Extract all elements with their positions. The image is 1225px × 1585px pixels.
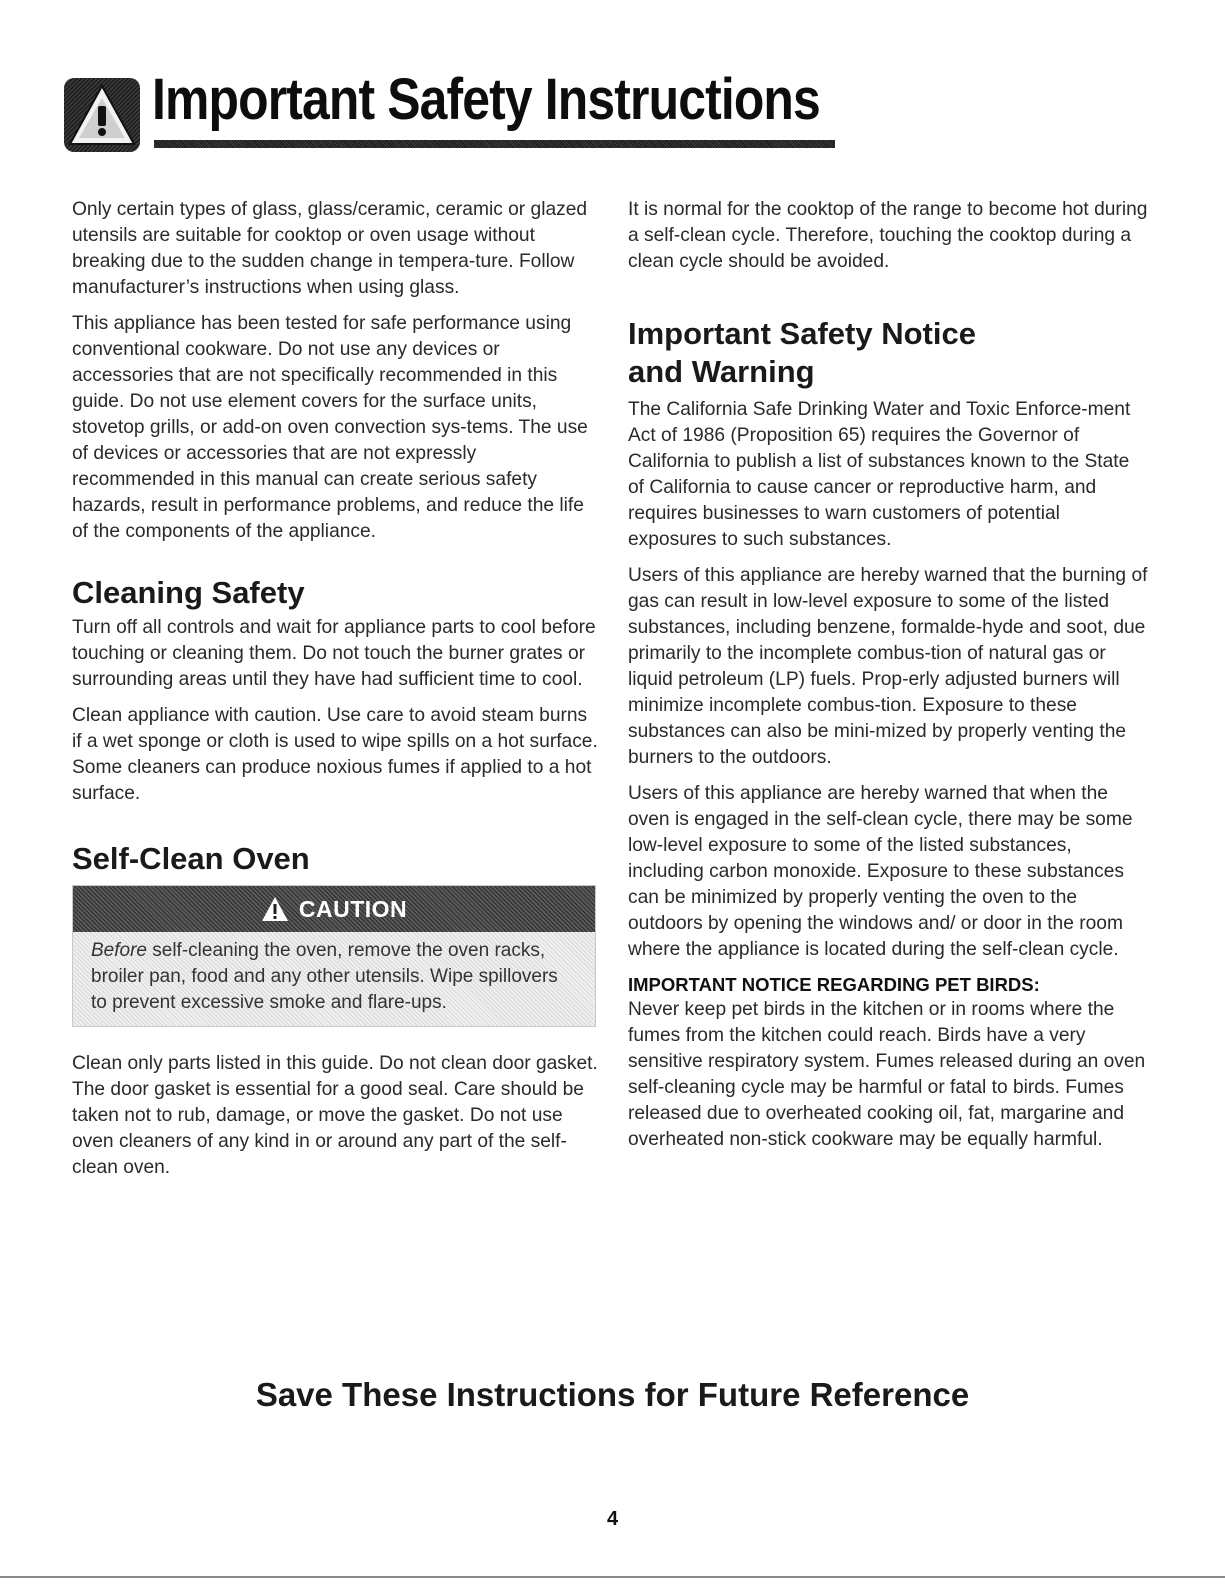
heading-safety-notice — [628, 315, 1148, 391]
warning-icon — [62, 76, 142, 154]
paragraph-cooktop-hot: It is normal for the cooktop of the range to become hot during a self-clean cycle. Therefore, touching the cooktop during a clean cycle should be avoided. — [628, 199, 1148, 272]
page-title: Important Safety Instructions — [152, 67, 820, 132]
heading-self-clean-oven: Self-Clean Oven — [72, 841, 310, 876]
right-column — [628, 197, 1148, 1163]
caution-box — [72, 885, 596, 1027]
left-column — [72, 197, 602, 1191]
caution-header — [73, 886, 595, 932]
bottom-divider — [0, 1576, 1225, 1578]
caution-label: CAUTION — [298, 895, 408, 922]
caution-before: Before — [91, 940, 147, 961]
paragraph-pet-birds: Never keep pet birds in the kitchen or in rooms where the fumes from the kitchen could reach. Birds have a very sensitive respiratory system. Fumes released during an oven self-cleaning cycle may be harmful or fatal to birds. Fumes released due to overheated cooking oil, fat, margarine and overheated non-stick cookware may be equally harmful. — [628, 999, 1146, 1150]
paragraph-cleaning-controls: Turn off all controls and wait for appliance parts to cool before touching or cleaning them. Do not touch the burner grates or surrounding areas until they have had sufficient time to cool. — [72, 617, 596, 690]
heading-cleaning-safety: Cleaning Safety — [72, 575, 305, 610]
footer-title: Save These Instructions for Future Reference — [255, 1376, 970, 1413]
caution-message: self-cleaning the oven, remove the oven racks, broiler pan, food and any other utensils. Wipe spillovers to prevent excessive smoke and flare-ups. — [91, 940, 558, 1013]
paragraph-door-gasket: Clean only parts listed in this guide. Do not clean door gasket. The door gasket is essential for a good seal. Care should be taken not to rub, damage, or move the gasket. Do not use oven cleaners of any kind in or around any part of the self-clean oven. — [72, 1053, 598, 1178]
paragraph-self-clean-exposure: Users of this appliance are hereby warned that when the oven is engaged in the self-clean cycle, there may be some low-level exposure to some of the listed substances, including carbon monoxide. Exposure to these substances can be minimized by properly venting the oven to the outdoors by opening the windows and/ or door in the room where the appliance is located during the self-clean cycle. — [628, 783, 1133, 960]
page-header — [62, 62, 820, 157]
page-number: 4 — [606, 1508, 619, 1530]
paragraph-glass-utensils: Only certain types of glass, glass/ceramic, ceramic or glazed utensils are suitable for cooktop or oven usage without breaking due to the sudden change in tempera-ture. Follow manufacturer’s instructions when using glass. — [72, 199, 588, 298]
heading-safety-notice-line2: and Warning — [628, 354, 815, 389]
paragraph-cookware-accessories: This appliance has been tested for safe performance using conventional cookware. Do not use any devices or accessories that are not specifically recommended in this guide. Do not use element covers for the surface units, stovetop grills, or add-on oven convection sys-tems. The use of devices or accessories that are not expressly recommended in this manual can create serious safety hazards, result in performance problems, and reduce the life of the components of the appliance. — [72, 313, 588, 542]
paragraph-prop65: The California Safe Drinking Water and Toxic Enforce-ment Act of 1986 (Proposition 65) requires the Governor of California to publish a list of substances known to the State of California to cause cancer or reproductive harm, and requires businesses to warn customers of potential exposures to such substances. — [628, 399, 1131, 550]
paragraph-cleaning-caution: Clean appliance with caution. Use care to avoid steam burns if a wet sponge or cloth is used to wipe spills on a hot surface. Some cleaners can produce noxious fumes if applied to a hot surface. — [72, 705, 598, 804]
heading-pet-birds: IMPORTANT NOTICE REGARDING PET BIRDS: — [628, 974, 1040, 995]
caution-text — [73, 932, 595, 1026]
paragraph-gas-exposure: Users of this appliance are hereby warned that the burning of gas can result in low-level exposure to some of the listed substances, including benzene, formalde-hyde and soot, due primarily to the incomplete combus-tion of natural gas or liquid petroleum (LP) fuels. Prop-erly adjusted burners will minimize incomplete combus-tion. Exposure to these substances can also be mini-mized by properly venting the burners to the outdoors. — [628, 565, 1148, 768]
heading-safety-notice-line1: Important Safety Notice — [628, 316, 976, 351]
title-underline — [154, 140, 835, 148]
caution-triangle-icon — [261, 896, 289, 922]
